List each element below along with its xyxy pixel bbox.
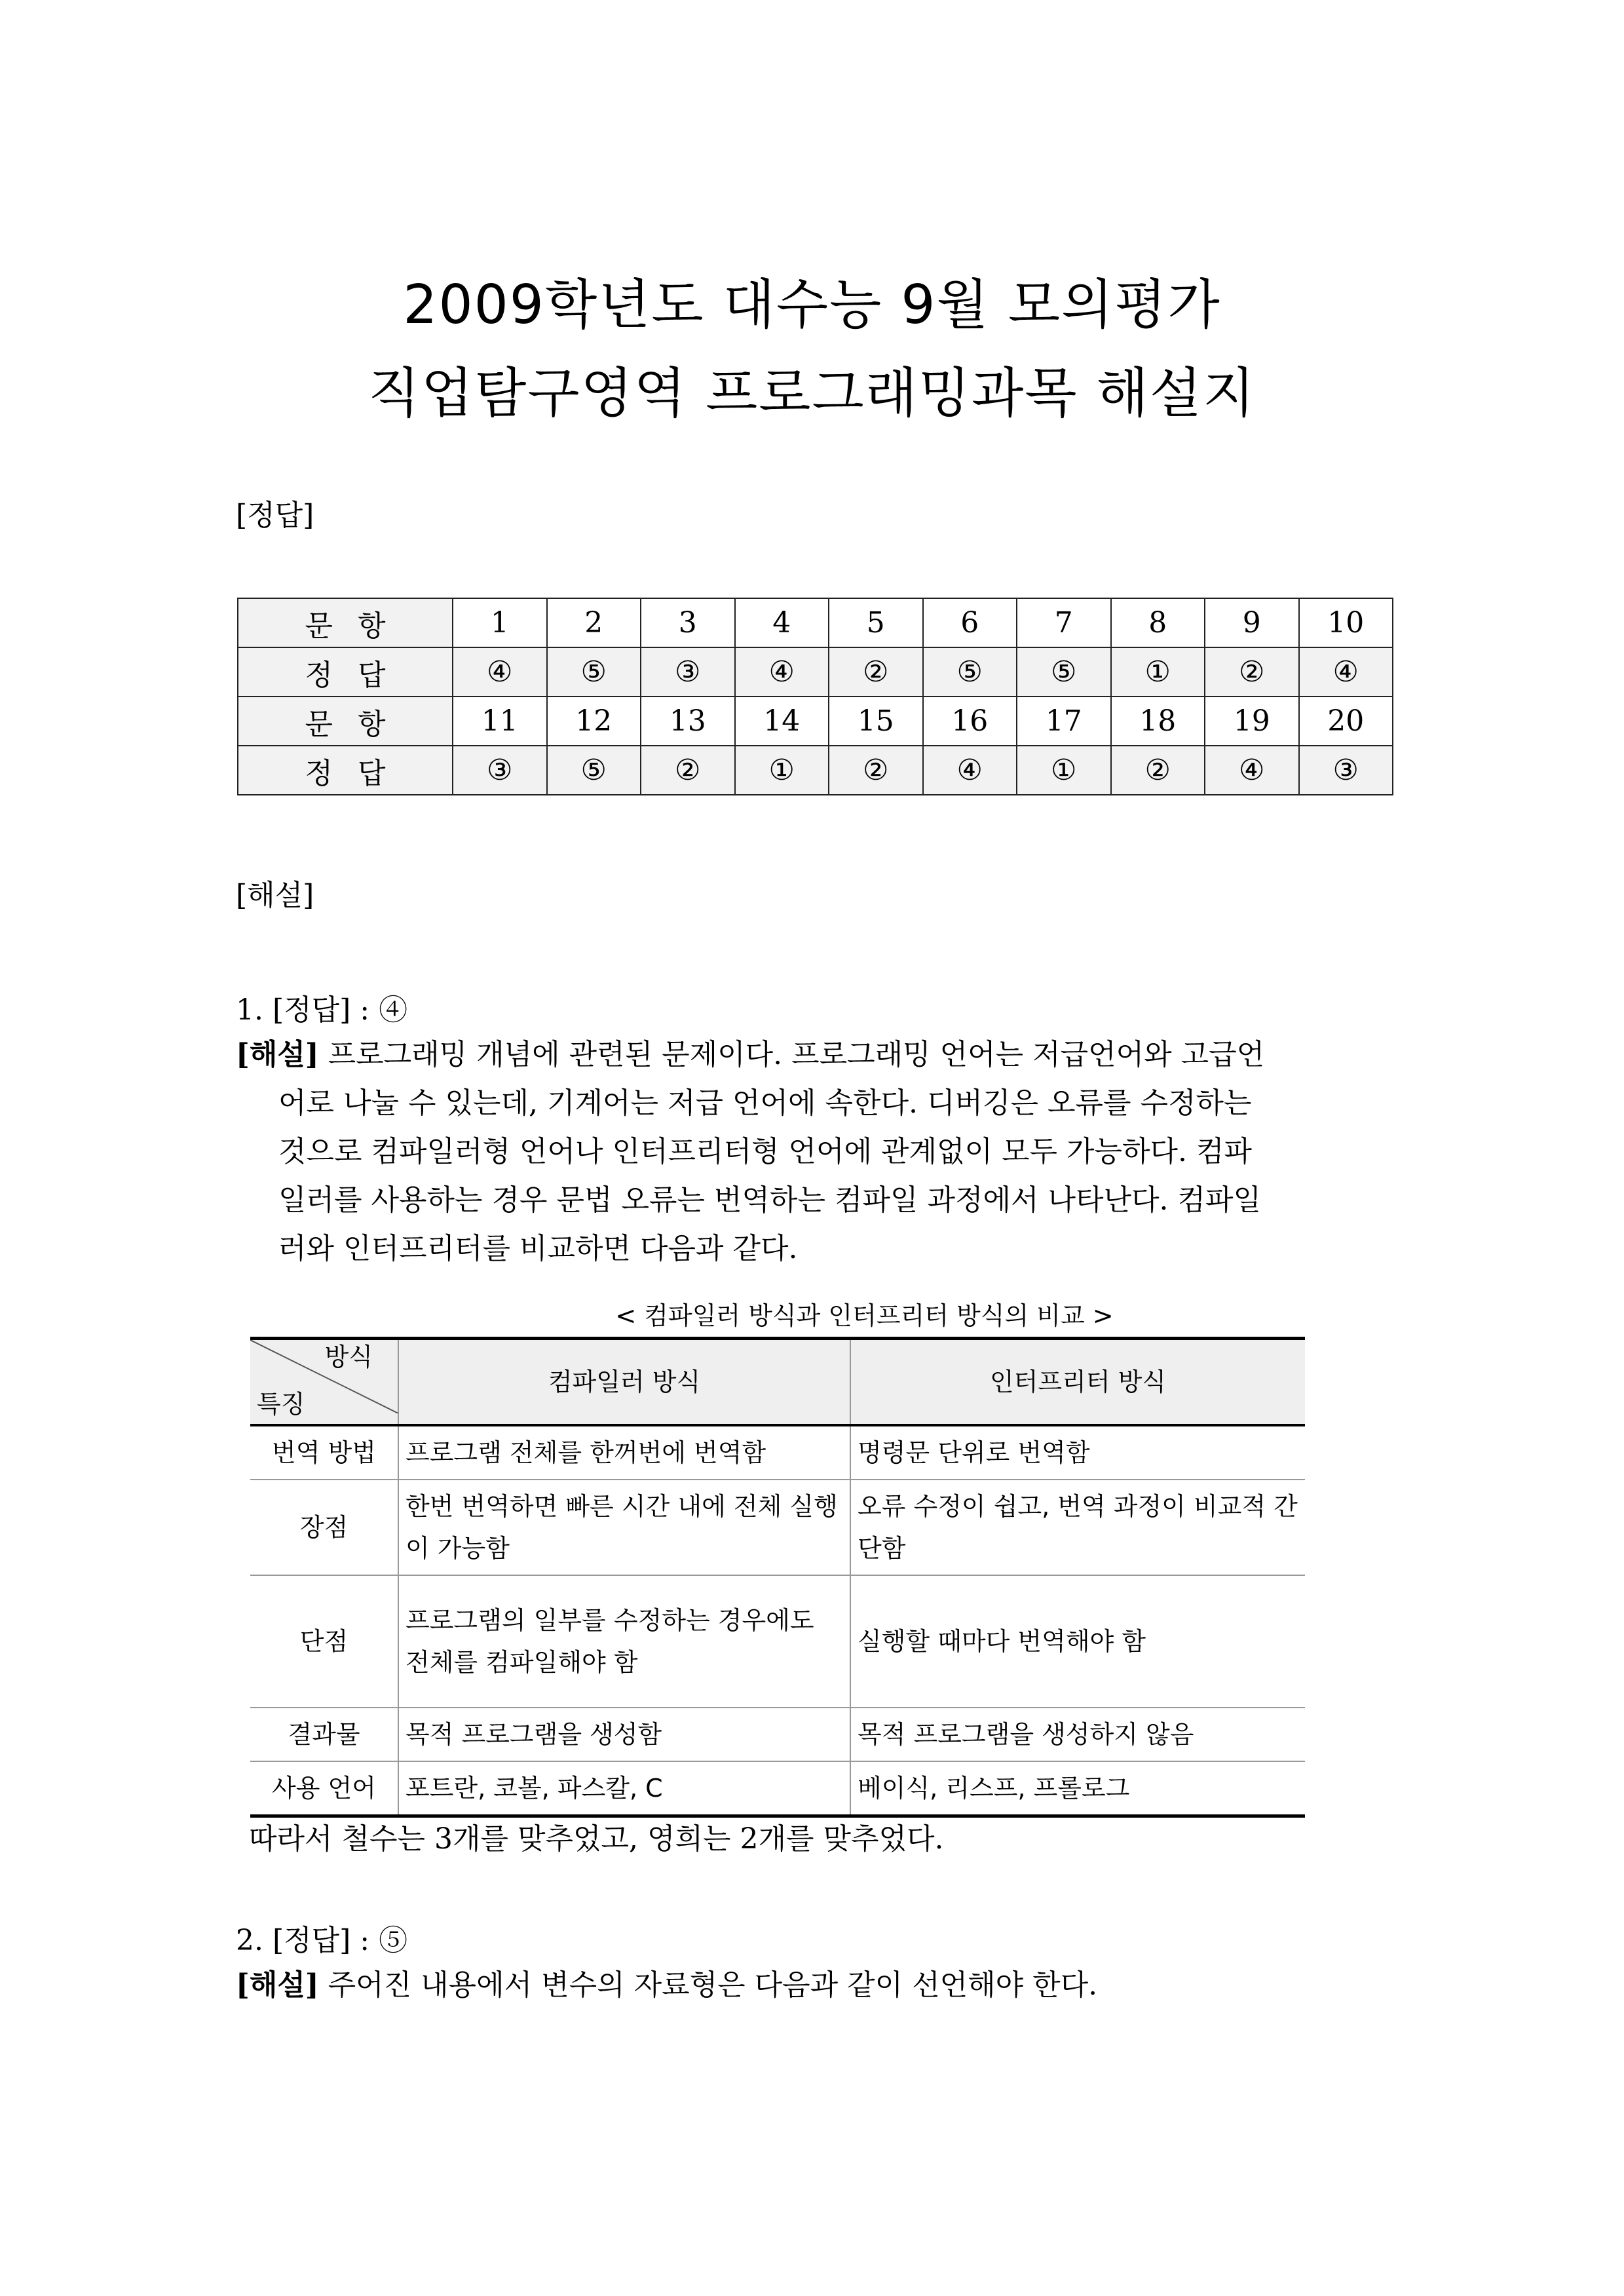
question-number: 9 <box>1205 598 1299 647</box>
answer-cell: ② <box>1111 746 1205 795</box>
question-number: 3 <box>641 598 735 647</box>
title-line-1: 2009학년도 대수능 9월 모의평가 <box>403 274 1221 336</box>
comparison-row <box>250 1480 1305 1575</box>
col-header-interpreter: 인터프리터 방식 <box>850 1339 1305 1426</box>
answer-cell: ② <box>829 746 923 795</box>
compiler-cell: 프로그램의 일부를 수정하는 경우에도 전체를 컴파일해야 함 <box>398 1575 850 1708</box>
answer-cell: ⑤ <box>547 746 641 795</box>
answer-heading: [정답] <box>236 499 314 532</box>
question-number: 20 <box>1299 697 1393 746</box>
corner-bottom-label: 특징 <box>257 1390 305 1419</box>
question-number: 17 <box>1017 697 1111 746</box>
question-number: 8 <box>1111 598 1205 647</box>
answer-cell: ⑤ <box>923 647 1017 697</box>
answer-table <box>237 598 1393 795</box>
feature-cell: 장점 <box>250 1480 398 1575</box>
answer-cell: ② <box>1205 647 1299 697</box>
corner-top-label: 방식 <box>324 1343 373 1371</box>
corner-cell <box>250 1339 398 1426</box>
compiler-cell: 포트란, 코볼, 파스칼, C <box>398 1761 850 1816</box>
question-number: 15 <box>829 697 923 746</box>
row-label-question: 문항 <box>238 598 453 647</box>
question-number: 1 <box>453 598 547 647</box>
feature-cell: 결과물 <box>250 1708 398 1761</box>
answer-cell: ⑤ <box>547 647 641 697</box>
row-label-answer: 정답 <box>238 746 453 795</box>
q1-answer-line: 1. [정답] : ④ <box>236 993 408 1027</box>
answer-cell: ④ <box>1299 647 1393 697</box>
question-number: 6 <box>923 598 1017 647</box>
compiler-cell: 목적 프로그램을 생성함 <box>398 1708 850 1761</box>
question-number: 4 <box>735 598 829 647</box>
q1-line: 어로 나눌 수 있는데, 기계어는 저급 언어에 속한다. 디버깅은 오류를 수정하는 <box>278 1086 1252 1120</box>
answer-cell: ④ <box>453 647 547 697</box>
compiler-cell: 한번 번역하면 빠른 시간 내에 전체 실행이 가능함 <box>398 1480 850 1575</box>
answer-cell: ④ <box>923 746 1017 795</box>
question-number: 11 <box>453 697 547 746</box>
answer-row-answers-1 <box>238 647 1393 697</box>
q2-answer-line: 2. [정답] : ⑤ <box>236 1924 408 1957</box>
answer-row-answers-2 <box>238 746 1393 795</box>
q1-explanation <box>236 1031 1405 1273</box>
comparison-row <box>250 1425 1305 1480</box>
comparison-row <box>250 1761 1305 1816</box>
q1-first-line-text: 프로그래밍 개념에 관련된 문제이다. 프로그래밍 언어는 저급언어와 고급언 <box>318 1038 1265 1071</box>
answer-cell: ① <box>735 746 829 795</box>
q1-line: 것으로 컴파일러형 언어나 인터프리터형 언어에 관계없이 모두 가능하다. 컴파 <box>278 1135 1253 1168</box>
question-number: 10 <box>1299 598 1393 647</box>
question-number: 16 <box>923 697 1017 746</box>
answer-cell: ④ <box>1205 746 1299 795</box>
question-number: 2 <box>547 598 641 647</box>
q2-first-line <box>236 1961 1405 2010</box>
question-number: 5 <box>829 598 923 647</box>
interpreter-cell: 명령문 단위로 번역함 <box>850 1425 1305 1480</box>
comparison-header-row <box>250 1339 1305 1426</box>
answer-cell: ④ <box>735 647 829 697</box>
explanation-heading: [해설] <box>236 879 314 912</box>
comparison-row <box>250 1708 1305 1761</box>
comparison-row <box>250 1575 1305 1708</box>
col-header-compiler: 컴파일러 방식 <box>398 1339 850 1426</box>
comparison-table-caption: < 컴파일러 방식과 인터프리터 방식의 비교 > <box>615 1301 1114 1330</box>
interpreter-cell: 실행할 때마다 번역해야 함 <box>850 1575 1305 1708</box>
question-number: 13 <box>641 697 735 746</box>
feature-cell: 단점 <box>250 1575 398 1708</box>
q1-line: 러와 인터프리터를 비교하면 다음과 같다. <box>278 1232 798 1265</box>
question-number: 12 <box>547 697 641 746</box>
answer-cell: ② <box>829 647 923 697</box>
question-number: 14 <box>735 697 829 746</box>
answer-cell: ③ <box>641 647 735 697</box>
question-number: 7 <box>1017 598 1111 647</box>
interpreter-cell: 오류 수정이 쉽고, 번역 과정이 비교적 간단함 <box>850 1480 1305 1575</box>
q1-line: 일러를 사용하는 경우 문법 오류는 번역하는 컴파일 과정에서 나타난다. 컴파일 <box>278 1183 1261 1217</box>
row-label-answer: 정답 <box>238 647 453 697</box>
interpreter-cell: 베이식, 리스프, 프롤로그 <box>850 1761 1305 1816</box>
answer-row-questions-1 <box>238 598 1393 647</box>
q2-explanation <box>236 1961 1405 2010</box>
feature-cell: 사용 언어 <box>250 1761 398 1816</box>
answer-cell: ① <box>1017 746 1111 795</box>
q2-explanation-label: [해설] <box>236 1968 319 2002</box>
q1-explanation-label: [해설] <box>236 1038 319 1071</box>
compiler-cell: 프로그램 전체를 한꺼번에 번역함 <box>398 1425 850 1480</box>
q1-conclusion: 따라서 철수는 3개를 맞추었고, 영희는 2개를 맞추었다. <box>249 1822 944 1856</box>
question-number: 18 <box>1111 697 1205 746</box>
q1-first-line <box>236 1031 1405 1079</box>
comparison-table <box>250 1337 1305 1818</box>
answer-row-questions-2 <box>238 697 1393 746</box>
answer-cell: ② <box>641 746 735 795</box>
answer-cell: ① <box>1111 647 1205 697</box>
answer-cell: ⑤ <box>1017 647 1111 697</box>
answer-cell: ③ <box>453 746 547 795</box>
row-label-question: 문항 <box>238 697 453 746</box>
interpreter-cell: 목적 프로그램을 생성하지 않음 <box>850 1708 1305 1761</box>
q2-first-line-text: 주어진 내용에서 변수의 자료형은 다음과 같이 선언해야 한다. <box>318 1968 1098 2002</box>
answer-cell: ③ <box>1299 746 1393 795</box>
question-number: 19 <box>1205 697 1299 746</box>
feature-cell: 번역 방법 <box>250 1425 398 1480</box>
title-line-2: 직업탐구영역 프로그래밍과목 해설지 <box>368 362 1256 425</box>
